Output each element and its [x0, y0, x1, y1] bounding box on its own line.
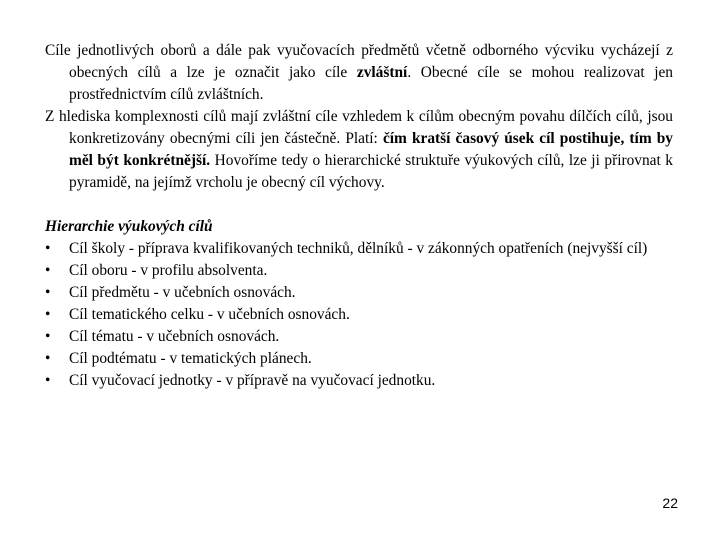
- hierarchy-heading: Hierarchie výukových cílů: [45, 218, 213, 235]
- list-item: [45, 370, 673, 392]
- list-item-text: Cíl podtématu - v tematických plánech.: [69, 350, 312, 367]
- list-item-text: Cíl tematického celku - v učebních osnovách.: [69, 306, 350, 323]
- paragraph-specific-goals: [45, 106, 673, 194]
- bullet-icon: •: [45, 240, 51, 257]
- list-item: [45, 238, 673, 260]
- list-item: [45, 260, 673, 282]
- list-item: [45, 326, 673, 348]
- paragraph-1-text-a: Cíle jednotlivých oborů a dále pak vyučovacích předmětů včetně odborného výcviku vycházejí z obecných cílů a lze je označit jako cíle: [45, 42, 673, 81]
- bullet-icon: •: [45, 350, 51, 367]
- paragraph-1-emphasis: zvláštní: [356, 64, 408, 81]
- bullet-icon: •: [45, 284, 51, 301]
- bullet-icon: •: [45, 328, 51, 345]
- paragraph-2-text-a: Z hlediska komplexnosti cílů mají zvláštní cíle vzhledem k cílům obecným povahu dílčích cílů, jsou konkretizovány obecnými cíli jen částečně. Platí:: [45, 108, 673, 147]
- paragraph-general-goals: [45, 40, 673, 106]
- paragraph-1-text-b: . Obecné cíle se mohou realizovat jen prostřednictvím cílů zvláštních.: [69, 64, 673, 103]
- paragraph-2-text-b: Hovoříme tedy o hierarchické struktuře výukových cílů, lze ji přirovnat k pyramidě, na jejímž vrcholu je obecný cíl výchovy.: [69, 152, 673, 191]
- bullet-icon: •: [45, 306, 51, 323]
- paragraph-2-emphasis: čím kratší časový úsek cíl postihuje, tím by měl být konkrétnější.: [69, 130, 673, 169]
- list-item: [45, 282, 673, 304]
- list-item-text: Cíl předmětu - v učebních osnovách.: [69, 284, 296, 301]
- list-item-text: Cíl oboru - v profilu absolventa.: [69, 262, 268, 279]
- list-item-text: Cíl vyučovací jednotky - v přípravě na vyučovací jednotku.: [69, 372, 436, 389]
- bullet-icon: •: [45, 372, 51, 389]
- bullet-icon: •: [45, 262, 51, 279]
- list-item-text: Cíl tématu - v učebních osnovách.: [69, 328, 280, 345]
- list-item-text: Cíl školy - příprava kvalifikovaných techniků, dělníků - v zákonných opatřeních (nejvyšší cíl): [69, 240, 648, 257]
- list-item: [45, 348, 673, 370]
- list-item: [45, 304, 673, 326]
- hierarchy-list: [45, 238, 673, 392]
- page-number: 22: [662, 495, 678, 511]
- text-block: [45, 40, 673, 392]
